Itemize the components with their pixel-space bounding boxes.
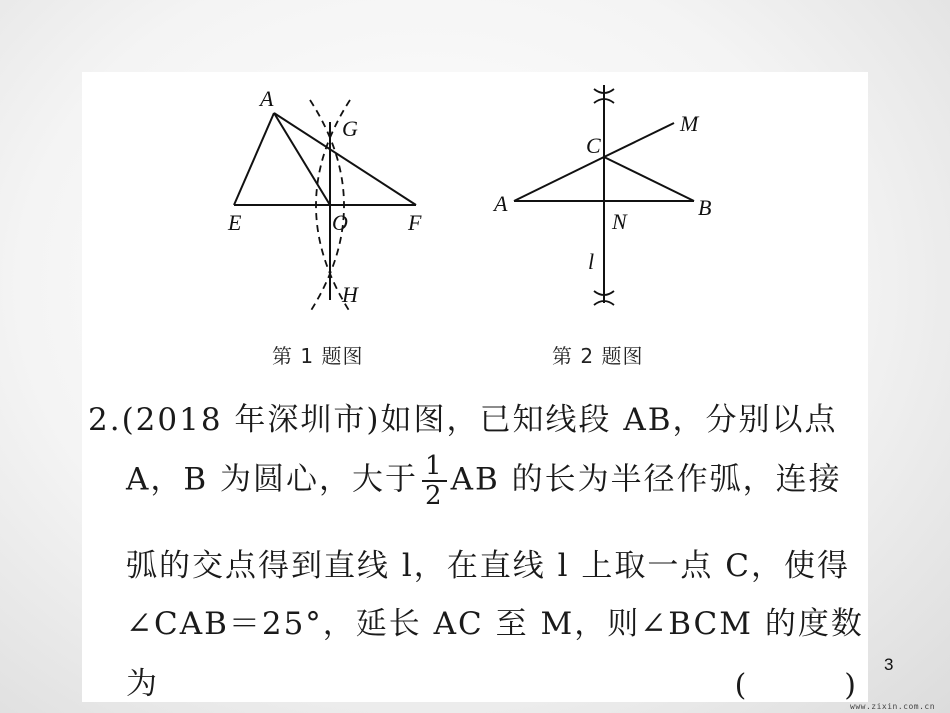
segment-CB <box>604 157 694 201</box>
label-N: N <box>612 209 627 234</box>
label-A: A <box>260 86 274 111</box>
label-E: E <box>228 210 242 235</box>
segment-AC <box>514 157 604 201</box>
page-number: 3 <box>884 655 894 674</box>
label-O: O <box>332 210 348 235</box>
ray-CM <box>604 123 674 157</box>
problem-line-5: 为 <box>126 666 159 702</box>
problem-line-2 <box>126 452 842 510</box>
problem-line-4: ∠CAB＝25°，延长 AC 至 M，则∠BCM 的度数 <box>126 606 864 642</box>
segment-AO <box>274 113 330 205</box>
label-H: H <box>342 282 358 307</box>
answer-blank[interactable]: ( ) <box>734 668 858 703</box>
figure-1-lines <box>234 113 416 300</box>
problem-line-2-before: A，B 为圆心，大于 <box>126 461 419 498</box>
fraction-denominator: 2 <box>425 481 444 511</box>
label-M: M <box>680 111 699 136</box>
fraction-one-half <box>422 452 447 510</box>
problem-line-1-text: (2018 年深圳市)如图，已知线段 AB，分别以点 <box>121 402 838 438</box>
fraction-numerator: 1 <box>422 452 447 482</box>
problem-line-1 <box>88 394 838 439</box>
watermark-text: www.zixin.com.cn <box>850 702 936 711</box>
figure-2-diagram <box>492 77 722 317</box>
figure-1-diagram <box>222 84 442 314</box>
problem-line-2-after: AB 的长为半径作弧，连接 <box>450 461 842 498</box>
figure-2-lines <box>514 85 694 303</box>
label-l: l <box>588 249 595 274</box>
slide <box>82 72 868 702</box>
segment-AE <box>234 113 274 205</box>
label-G: G <box>342 116 358 141</box>
label-F: F <box>408 210 422 235</box>
figure-1-caption: 第 1 题图 <box>272 344 364 368</box>
problem-number: 2. <box>88 402 122 438</box>
label-C: C <box>586 133 601 158</box>
label-B: B <box>698 195 712 220</box>
label-A2: A <box>494 191 508 216</box>
figure-2-caption: 第 2 题图 <box>552 344 644 368</box>
problem-line-3: 弧的交点得到直线 l，在直线 l 上取一点 C，使得 <box>126 548 850 584</box>
